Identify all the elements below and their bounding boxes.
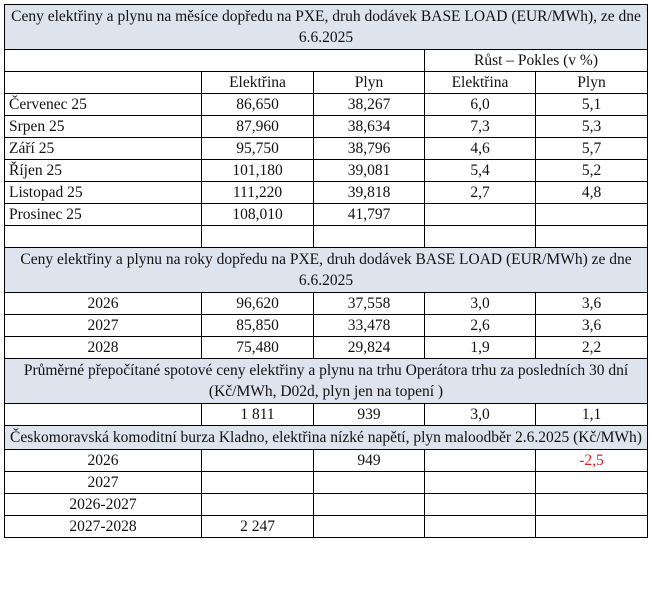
section1-title-row [5,5,648,50]
gas-pct: 5,2 [536,160,648,182]
table-row [5,204,648,226]
electricity-pct: 3,0 [425,404,536,426]
gas-pct: 5,3 [536,116,648,138]
row-label: Prosinec 25 [5,204,202,226]
gas-pct: 5,1 [536,94,648,116]
table-row [5,182,648,204]
row-label: Srpen 25 [5,116,202,138]
col-header-gas-pct: Plyn [536,72,648,94]
table-row [5,94,648,116]
electricity-value: 85,850 [202,315,314,337]
gas-value: 38,267 [314,94,425,116]
table-row [5,450,648,472]
gas-value: 38,634 [314,116,425,138]
electricity-value: 87,960 [202,116,314,138]
electricity-pct: 2,6 [425,315,536,337]
electricity-value: 108,010 [202,204,314,226]
gas-value: 41,797 [314,204,425,226]
gas-pct [536,494,648,516]
electricity-value: 96,620 [202,293,314,315]
electricity-pct [425,516,536,538]
section3-title: Průměrné přepočítané spotové ceny elektřiny a plynu na trhu Operátora trhu za posledních 30 dní (Kč/MWh, D02d, plyn jen na topení ) [5,359,648,404]
electricity-pct: 3,0 [425,293,536,315]
gas-value: 38,796 [314,138,425,160]
row-label: Září 25 [5,138,202,160]
gas-pct: 2,2 [536,337,648,359]
gas-value: 39,818 [314,182,425,204]
gas-pct: 3,6 [536,315,648,337]
gas-pct [536,516,648,538]
electricity-pct: 2,7 [425,182,536,204]
section4-title-row [5,426,648,450]
electricity-pct [425,494,536,516]
col-header-electricity: Elektřina [202,72,314,94]
electricity-value: 75,480 [202,337,314,359]
table-row [5,337,648,359]
electricity-value [202,472,314,494]
gas-pct: 5,7 [536,138,648,160]
table-row [5,404,648,426]
row-label: 2027 [5,472,202,494]
col-header-electricity-pct: Elektřina [425,72,536,94]
electricity-pct: 1,9 [425,337,536,359]
electricity-value [202,450,314,472]
gas-pct: 1,1 [536,404,648,426]
row-label: 2026-2027 [5,494,202,516]
section2-title: Ceny elektřiny a plynu na roky dopředu na PXE, druh dodávek BASE LOAD (EUR/MWh) ze dne 6.6.2025 [5,248,648,293]
section3-title-row [5,359,648,404]
gas-pct: 3,6 [536,293,648,315]
row-label: 2027-2028 [5,516,202,538]
section1-group-header-row [5,50,648,72]
gas-value [314,494,425,516]
table-row [5,160,648,182]
electricity-value: 101,180 [202,160,314,182]
row-label: Červenec 25 [5,94,202,116]
table-row [5,116,648,138]
section1-title: Ceny elektřiny a plynu na měsíce dopředu na PXE, druh dodávek BASE LOAD (EUR/MWh), ze dne 6.6.2025 [5,5,648,50]
table-row [5,315,648,337]
electricity-pct: 4,6 [425,138,536,160]
electricity-value [202,494,314,516]
electricity-value: 111,220 [202,182,314,204]
gas-value: 33,478 [314,315,425,337]
gas-value: 29,824 [314,337,425,359]
gas-value [314,472,425,494]
electricity-pct: 5,4 [425,160,536,182]
electricity-pct [425,204,536,226]
price-table [4,4,648,538]
row-label: Říjen 25 [5,160,202,182]
gas-value [314,516,425,538]
electricity-value: 95,750 [202,138,314,160]
table-row [5,494,648,516]
spacer-row [5,226,648,248]
electricity-value: 86,650 [202,94,314,116]
row-label: 2026 [5,450,202,472]
electricity-value: 2 247 [202,516,314,538]
table-row [5,138,648,160]
section4-title: Českomoravská komoditní burza Kladno, elektřina nízké napětí, plyn maloodběr 2.6.2025 (Kč/MWh) [5,426,648,450]
gas-value: 949 [314,450,425,472]
gas-value: 37,558 [314,293,425,315]
table-row [5,293,648,315]
gas-value: 939 [314,404,425,426]
gas-pct [536,204,648,226]
section1-column-header-row [5,72,648,94]
electricity-value: 1 811 [202,404,314,426]
table-row [5,472,648,494]
growth-header: Růst – Pokles (v %) [425,50,648,72]
row-label: 2026 [5,293,202,315]
section2-title-row [5,248,648,293]
electricity-pct [425,472,536,494]
electricity-pct: 6,0 [425,94,536,116]
row-label: Listopad 25 [5,182,202,204]
electricity-pct: 7,3 [425,116,536,138]
gas-value: 39,081 [314,160,425,182]
gas-pct [536,472,648,494]
electricity-pct [425,450,536,472]
gas-pct: 4,8 [536,182,648,204]
row-label: 2027 [5,315,202,337]
table-row [5,516,648,538]
row-label: 2028 [5,337,202,359]
col-header-gas: Plyn [314,72,425,94]
gas-pct: -2,5 [536,450,648,472]
